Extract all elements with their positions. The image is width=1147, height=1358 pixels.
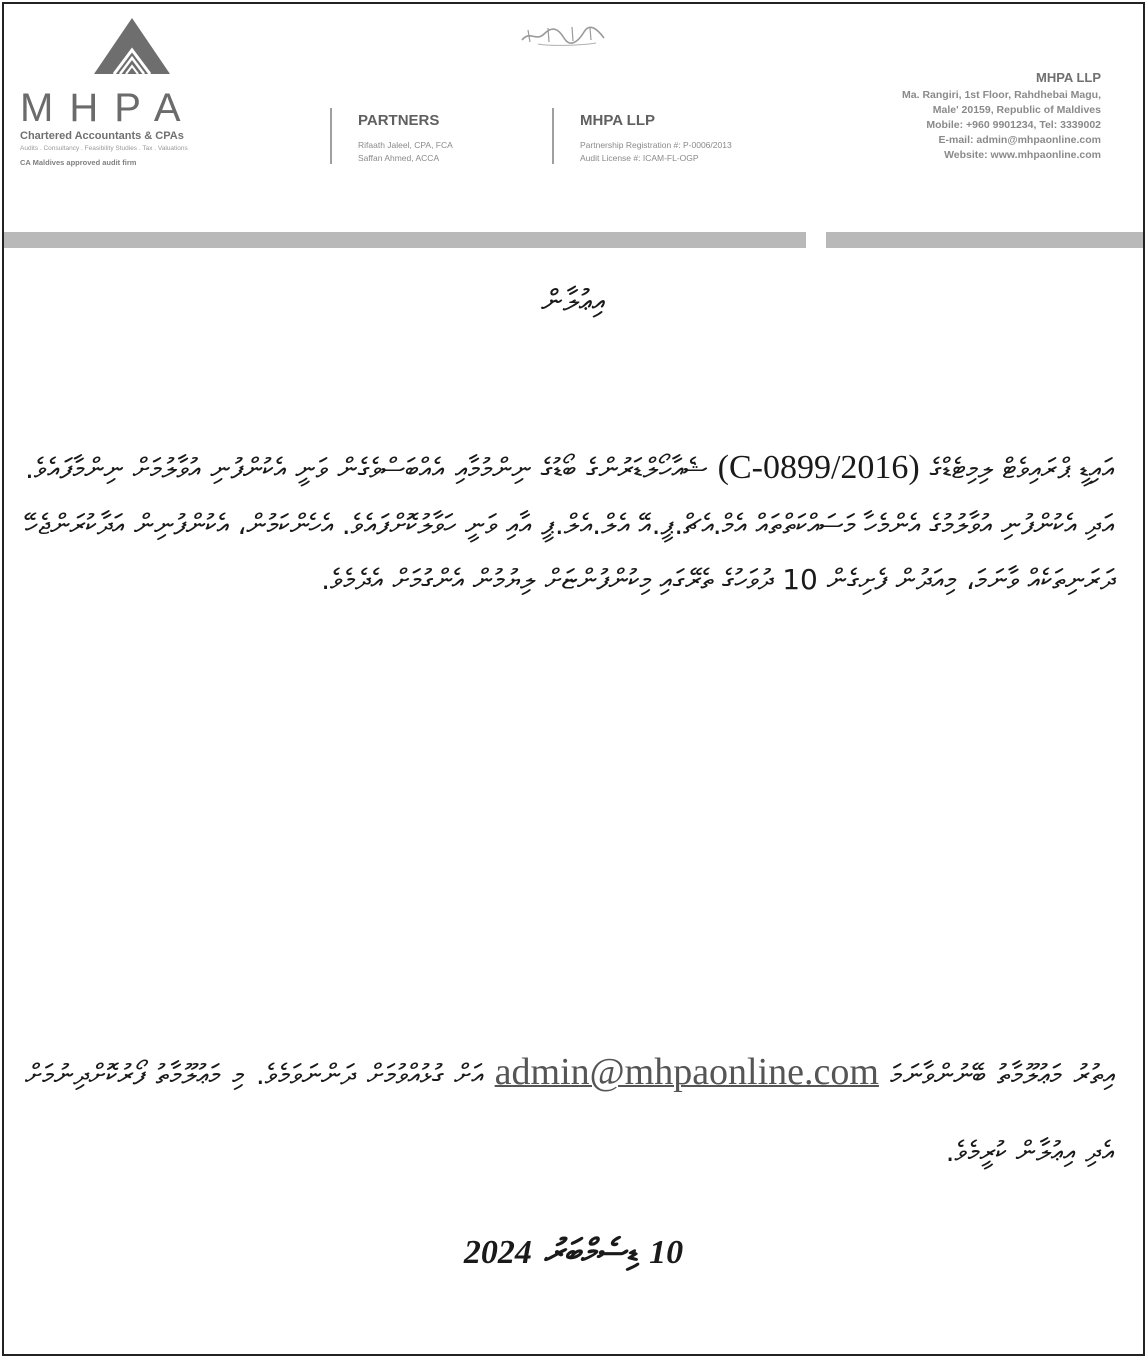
llp-title: MHPA LLP <box>580 112 655 129</box>
contact-line: Mobile: +960 9901234, Tel: 3339002 <box>926 119 1101 131</box>
header-rule-left <box>4 232 806 248</box>
bismillah-calligraphy <box>518 22 608 48</box>
date-day: 10 <box>649 1234 684 1271</box>
company-registration-number: (C-0899/2016) <box>717 449 920 486</box>
notice-paragraph-2 <box>25 1034 1115 1190</box>
partner-line: Saffan Ahmed, ACCA <box>358 153 440 163</box>
notice-title: އިޢުލާން <box>541 284 606 319</box>
contact-line: Male' 20159, Republic of Maldives <box>932 104 1101 116</box>
mhpa-logo-icon <box>92 16 172 76</box>
notice-paragraph-1 <box>25 440 1115 608</box>
paragraph-text: އިތުރު މަޢުލޫމާތު ބޭނުންވާނަމަ <box>890 1058 1115 1091</box>
paragraph-text: އައިޑީ ޕްރައިވެޓް ލިމިޓެޑްގެ <box>929 452 1115 485</box>
paragraph-text: ޝެއާހޯލްޑަރުންގެ ބޯޑުގެ ނިންމުމާއި އެއްބަސްވެގެން ވަނީ އެކުންފުނި އުވާލުމަށް ނިންމާފައެވެ. އަދި އެކުންފުނި އުވާލުމުގެ އެންމެހާ މަސައްކަތްތައް އެމް.އެޗް.ޕީ.އޭ އެލް.އެލް.ޕީ އާއި ވަނީ ހަވާލުކޮށްފައެވެ. އެހެންކަމުން، އެކުންފުނިން އަދާކުރަންޖެހޭ ދަރަނިތަކެއް ވާނަމަ، މިއަދުން ފެށިގެން 10 ދުވަހުގެ ތެރޭގައި މިކުންފުންޏަށް ލިޔުމުން އެންގުމަށް އެދެމެވެ. <box>25 452 1115 596</box>
contact-line: Ma. Rangiri, 1st Floor, Rahdhebai Magu, <box>902 89 1101 101</box>
brand-approved: CA Maldives approved audit firm <box>20 158 137 167</box>
partners-title: PARTNERS <box>358 112 440 129</box>
paragraph-text: އަށް ގުޅުއްވުމަށް ދަންނަވަމެވެ. މި މަޢުލޫމާތު ފޯރުކޮށްދިނުމަށް އެދި އިޢުލާން ކުރީމެވެ. <box>25 1058 1115 1168</box>
header-divider <box>552 108 554 164</box>
header-rule-right <box>826 232 1143 248</box>
llp-line: Partnership Registration #: P-0006/2013 <box>580 140 732 150</box>
contact-line: Website: www.mhpaonline.com <box>944 149 1101 161</box>
notice-frame <box>2 2 1145 1356</box>
notice-date <box>4 1232 1143 1272</box>
brand-subtitle: Chartered Accountants & CPAs <box>20 130 184 142</box>
brand-services: Audits . Consultancy . Feasibility Studies . Tax . Valuations <box>20 145 188 152</box>
llp-line: Audit License #: ICAM-FL-OGP <box>580 153 699 163</box>
contact-title: MHPA LLP <box>1036 70 1101 85</box>
letterhead <box>4 4 1143 236</box>
brand-name: MHPA <box>20 86 197 130</box>
date-month: ޑިސެމްބަރު <box>543 1232 638 1272</box>
contact-block <box>902 68 1101 163</box>
date-year: 2024 <box>463 1234 532 1271</box>
partner-line: Rifaath Jaleel, CPA, FCA <box>358 140 453 150</box>
header-divider <box>330 108 332 164</box>
email-link[interactable]: admin@mhpaonline.com <box>494 1051 879 1093</box>
contact-line: E-mail: admin@mhpaonline.com <box>938 134 1101 146</box>
